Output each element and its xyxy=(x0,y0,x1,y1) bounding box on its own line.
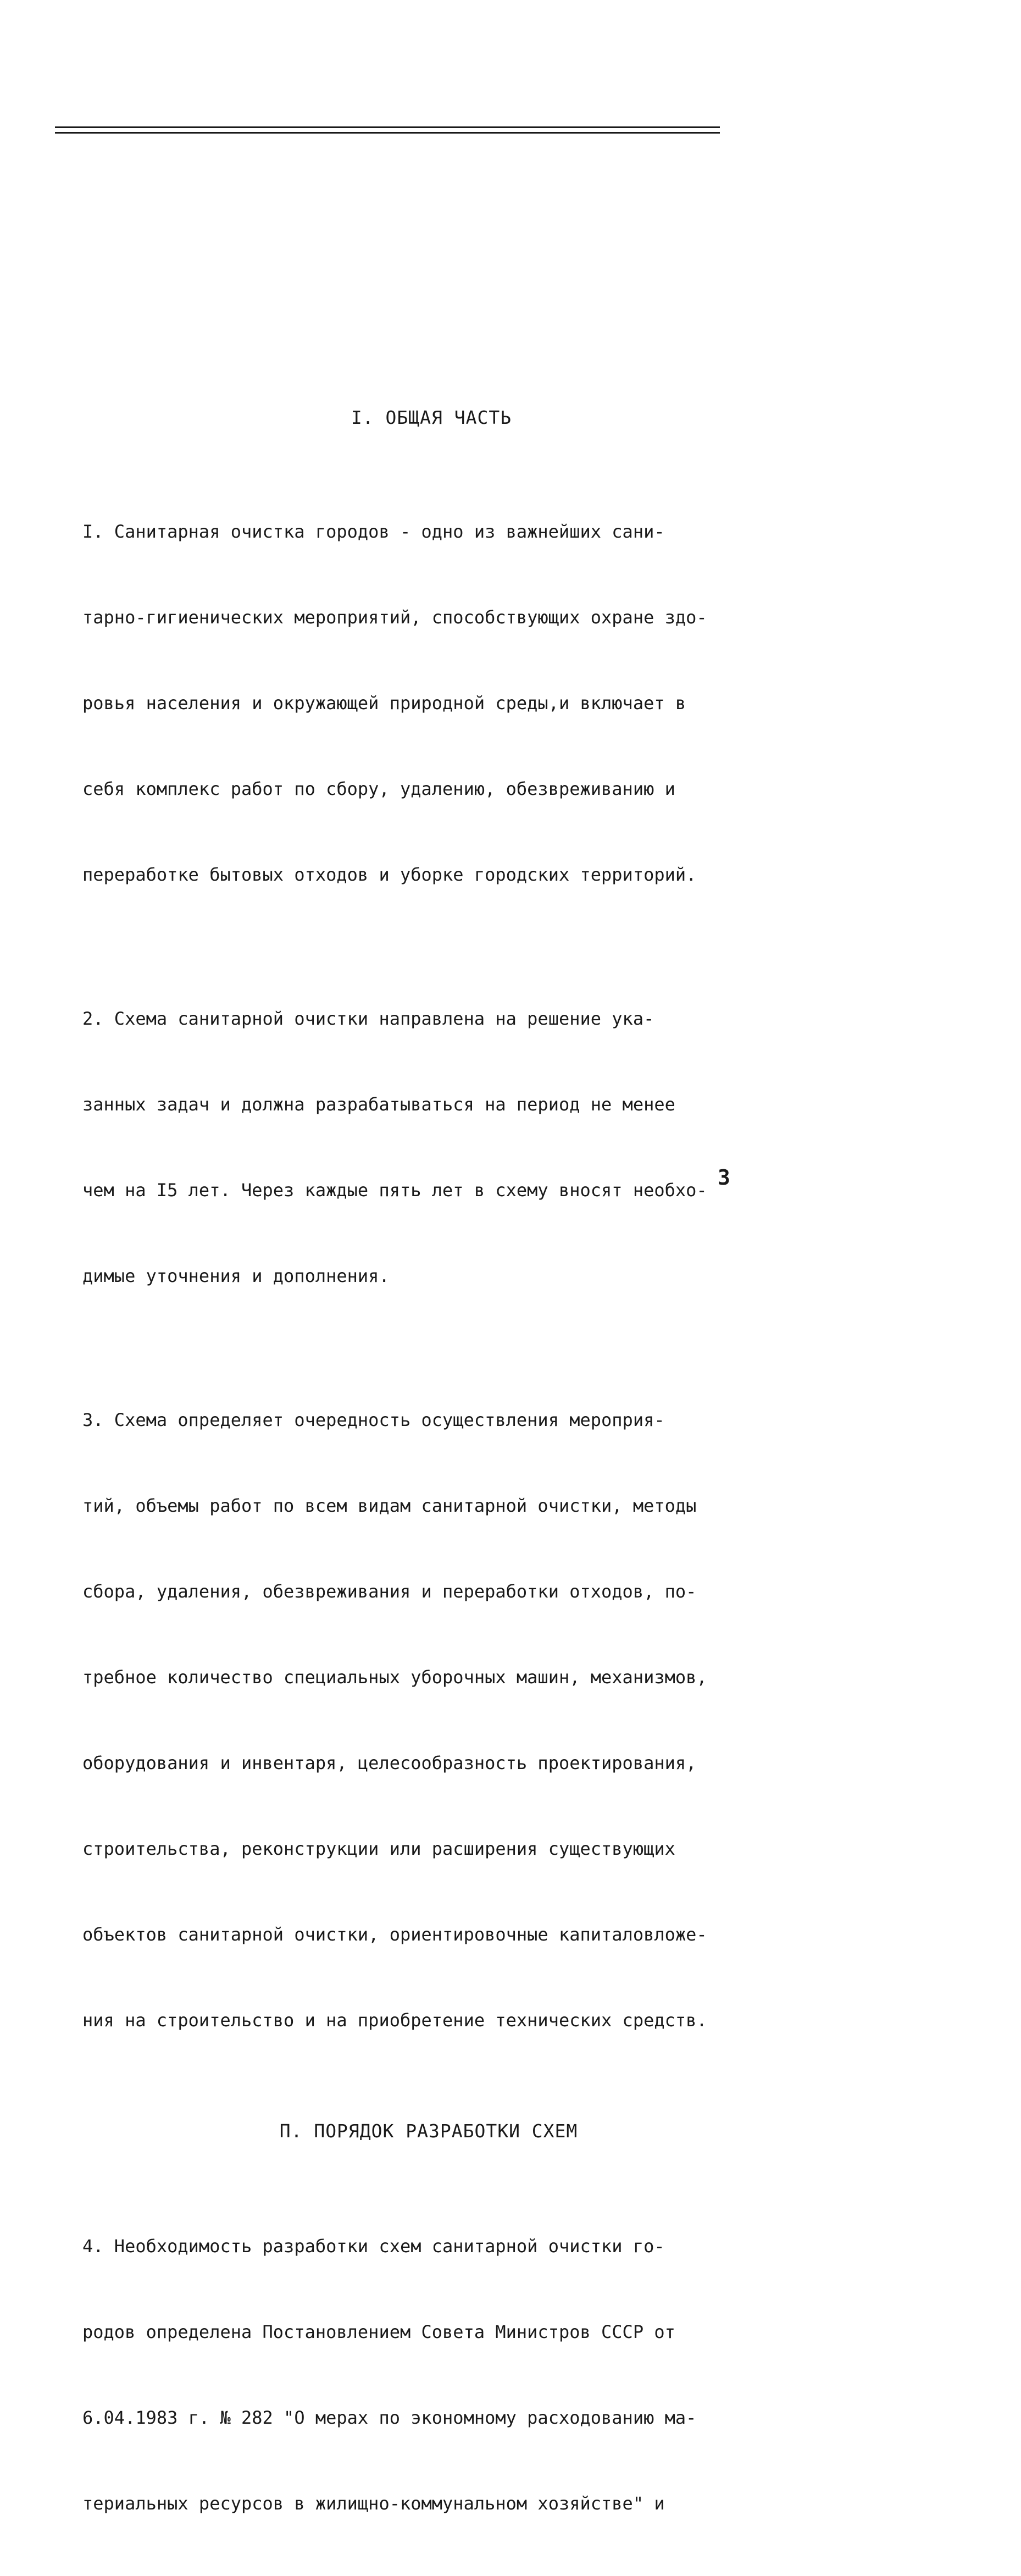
paragraph-line: оборудования и инвентаря, целесообразность проектирования, xyxy=(82,1753,697,1773)
rule-line-lower xyxy=(55,132,720,134)
paragraph-line: тарно-гигиенических мероприятий, способствующих охране здо- xyxy=(82,607,707,628)
paragraph-4 xyxy=(82,2175,742,2575)
paragraph-line: димые уточнения и дополнения. xyxy=(82,1265,390,1286)
paragraph-line: строительства, реконструкции или расширения существующих xyxy=(82,1838,675,1859)
paragraph-line: занных задач и должна разрабатываться на период не менее xyxy=(82,1094,675,1115)
page-number: 3 xyxy=(718,1165,730,1190)
paragraph-3 xyxy=(82,1348,742,2092)
paragraph-line: сбора, удаления, обезвреживания и переработки отходов, по- xyxy=(82,1581,697,1602)
paragraph-line: 4. Необходимость разработки схем санитарной очистки го- xyxy=(82,2236,665,2257)
section-1-heading: I. ОБЩАЯ ЧАСТЬ xyxy=(351,407,512,428)
paragraph-line: объектов санитарной очистки, ориентировочные капиталовложе- xyxy=(82,1924,707,1945)
paragraph-line: переработке бытовых отходов и уборке городских территорий. xyxy=(82,864,697,885)
paragraph-2 xyxy=(82,947,742,1347)
paragraph-line: себя комплекс работ по сбору, удалению, обезвреживанию и xyxy=(82,778,675,799)
section-2-heading: П. ПОРЯДОК РАЗРАБОТКИ СХЕМ xyxy=(279,2120,578,2142)
paragraph-line: ния на строительство и на приобретение технических средств. xyxy=(82,2010,707,2031)
top-rule xyxy=(55,126,720,135)
paragraph-line: родов определена Постановлением Совета Министров СССР от xyxy=(82,2321,675,2342)
paragraph-line: ровья населения и окружающей природной среды,и включает в xyxy=(82,693,686,714)
paragraph-line: 2. Схема санитарной очистки направлена на решение ука- xyxy=(82,1008,654,1029)
paragraph-line: 3. Схема определяет очередность осуществления мероприя- xyxy=(82,1409,665,1430)
paragraph-line: териальных ресурсов в жилищно-коммунальном хозяйстве" и xyxy=(82,2493,665,2514)
document-page xyxy=(82,407,742,2576)
paragraph-line: чем на I5 лет. Через каждые пять лет в схему вносят необхо- xyxy=(82,1180,707,1201)
rule-line-upper xyxy=(55,126,720,128)
paragraph-line: 6.04.1983 г. № 282 "О мерах по экономному расходованию ма- xyxy=(82,2407,697,2428)
paragraph-line: I. Санитарная очистка городов - одно из важнейших сани- xyxy=(82,521,665,542)
paragraph-line: требное количество специальных уборочных машин, механизмов, xyxy=(82,1667,707,1688)
paragraph-line: тий, объемы работ по всем видам санитарной очистки, методы xyxy=(82,1495,697,1516)
paragraph-1 xyxy=(82,460,742,946)
